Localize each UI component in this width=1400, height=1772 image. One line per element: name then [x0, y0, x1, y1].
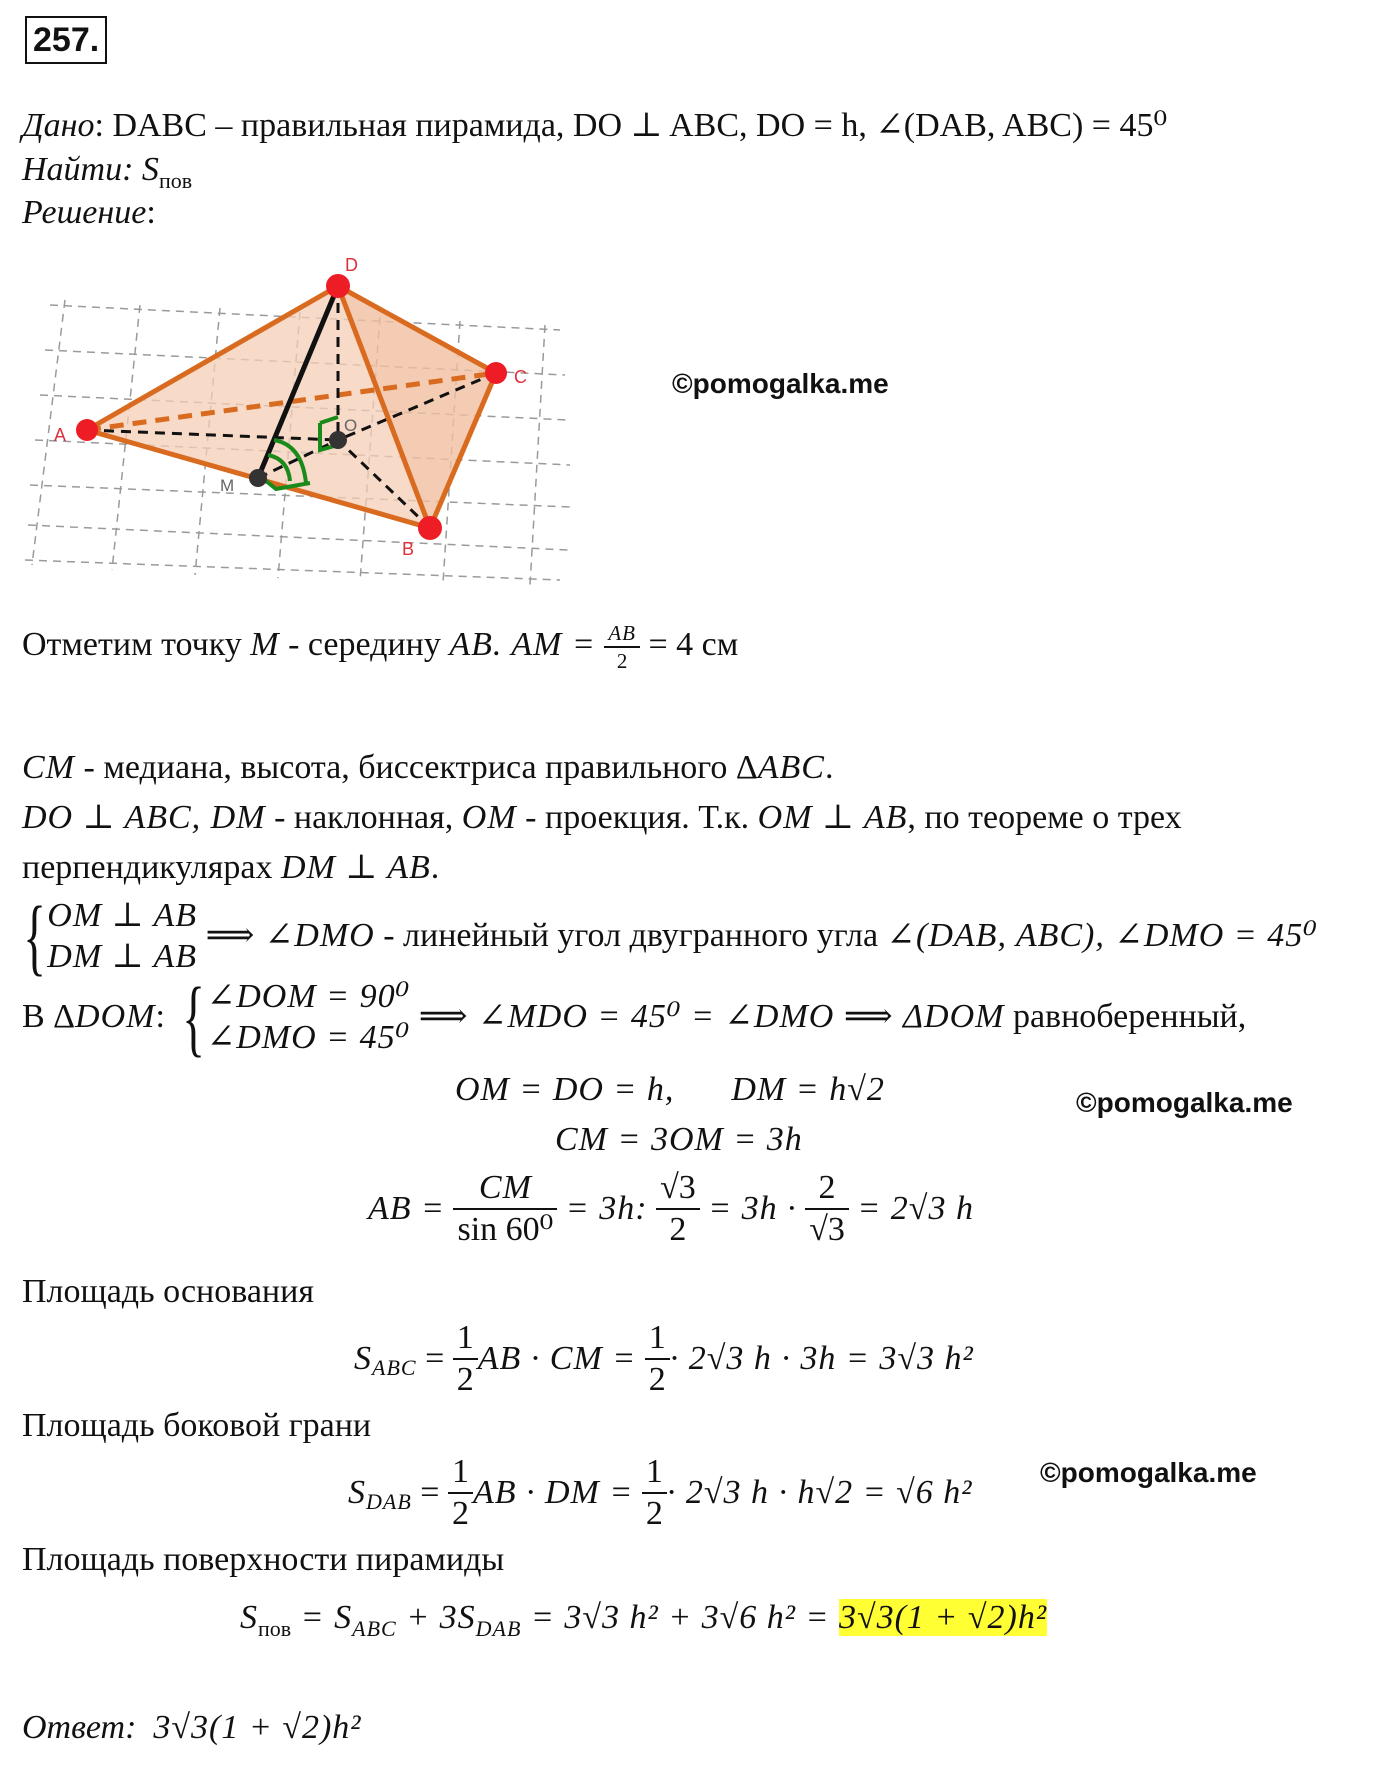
system-2: [22, 969, 1247, 1065]
eq5-sub: DAB: [366, 1488, 412, 1514]
frac-half-4: [642, 1452, 667, 1534]
sys2-bot: ∠DMO = 45⁰: [206, 1019, 411, 1056]
total-area-title: Площадь поверхности пирамиды: [22, 1541, 505, 1578]
line3-e: , по теореме о трех: [907, 799, 1182, 836]
vertex-b: [418, 516, 442, 540]
eq3-mid2: = 3h ·: [708, 1190, 797, 1227]
sys1-math: ∠(DAB, ABC), ∠DMO = 45⁰: [886, 917, 1318, 954]
sys2-top: ∠DOM = 90⁰: [206, 978, 411, 1015]
eq3-lhs: AB =: [368, 1190, 445, 1227]
sys2-colon: :: [155, 998, 165, 1035]
given-label: Дано: [22, 107, 95, 144]
find-label: Найти: [22, 151, 123, 188]
sys2-math: ⟹ ∠MDO = 45⁰ = ∠DMO ⟹ ΔDOM: [418, 998, 1005, 1035]
frac-num: AB: [604, 620, 640, 648]
line-3: [22, 798, 1182, 838]
label-m: M: [220, 476, 235, 495]
eq-ab: [368, 1168, 974, 1250]
label-c: C: [514, 367, 527, 387]
eq5-half-num-2: 1: [642, 1452, 667, 1494]
sys1-bot: DM ⊥ AB: [47, 938, 198, 975]
label-d: D: [345, 255, 358, 275]
eq3-num2: √3: [656, 1168, 700, 1210]
given-text: : DABC – правильная пирамида, DO ⊥ ABC, DO = h, ∠(DAB, ABC) = 45⁰: [94, 107, 1168, 144]
line1-b: - середину: [279, 625, 450, 663]
eq5-c: · 2√3 h · h√2 = √6 h²: [666, 1474, 973, 1511]
frac-sqrt3-2: [656, 1168, 700, 1250]
eq5-half-den-2: 2: [645, 1495, 663, 1532]
frac-ab-2: [604, 620, 640, 674]
eq4-lhs: S: [354, 1340, 372, 1377]
eq-om-do: OM = DO = h, DM = h√2: [455, 1071, 885, 1108]
line-2: [22, 748, 833, 788]
frac-cm-sin: [453, 1168, 557, 1250]
line1-ab: AB. AM =: [449, 625, 596, 663]
line3-b: - наклонная,: [265, 799, 462, 836]
eq3-den3: √3: [809, 1211, 845, 1248]
solution-colon: :: [146, 194, 156, 231]
eq3-den2: 2: [669, 1211, 687, 1248]
eq4-half-num: 1: [453, 1318, 478, 1360]
eq6-lhs: S: [240, 1599, 258, 1636]
line2-text: - медиана, высота, биссектриса правильного Δ: [75, 749, 758, 786]
system-1: [14, 888, 1318, 984]
eq4-c: · 2√3 h · 3h = 3√3 h²: [669, 1340, 974, 1377]
sys1-text: - линейный угол двугранного угла: [374, 917, 887, 954]
line4-c: .: [430, 849, 440, 886]
eq6-c: = 3√3 h² + 3√6 h² =: [521, 1599, 839, 1636]
eq-s-dab: [348, 1452, 972, 1534]
frac-half-2: [645, 1318, 670, 1400]
sys2-prefix: В Δ: [22, 998, 76, 1035]
base-area-title: Площадь основания: [22, 1273, 314, 1310]
vertex-a: [76, 419, 98, 441]
vertex-c: [485, 362, 507, 384]
eq4-a: =: [416, 1340, 445, 1377]
sys2-dom: DOM: [75, 998, 156, 1035]
sys2-text: равноберенный,: [1004, 998, 1247, 1035]
watermark-3: ©pomogalka.me: [1040, 1457, 1257, 1488]
line3-d: OM ⊥ AB: [757, 799, 908, 836]
pyramid-figure: [20, 245, 620, 595]
sys1-arrow: ⟹ ∠DMO: [205, 917, 375, 954]
eq5-half-den: 2: [451, 1495, 469, 1532]
line1-m: M: [250, 625, 280, 663]
line2-dot: .: [824, 749, 834, 786]
eq3-end: = 2√3 h: [857, 1190, 974, 1227]
eq-s-abc: [354, 1318, 974, 1400]
eq6-sub2: ABC: [352, 1615, 397, 1641]
eq6-b: + 3S: [396, 1599, 476, 1636]
eq3-den: sin 60⁰: [457, 1211, 554, 1248]
eq5-half-num: 1: [448, 1452, 473, 1494]
line3-om: OM: [461, 799, 517, 836]
brace-1: {: [23, 888, 46, 984]
label-a: A: [54, 425, 67, 445]
eq6-sub3: DAB: [475, 1615, 522, 1641]
given-line: [22, 106, 1167, 146]
eq5-a: =: [411, 1474, 440, 1511]
answer-colon: :: [125, 1709, 137, 1746]
eq6-a: = S: [291, 1599, 353, 1636]
eq3-mid: = 3h:: [565, 1190, 648, 1227]
system-2-lines: [207, 976, 411, 1058]
eq5-b: AB · DM =: [472, 1474, 634, 1511]
eq4-half-num-2: 1: [645, 1318, 670, 1360]
line2-abc: ABC: [757, 749, 825, 786]
eq4-sub: ABC: [372, 1354, 417, 1380]
eq3-num: CM: [453, 1168, 557, 1210]
frac-half-3: [448, 1452, 473, 1534]
find-text: : S: [122, 151, 159, 188]
final-result-highlight: 3√3(1 + √2)h²: [838, 1599, 1048, 1636]
answer-value: 3√3(1 + √2)h²: [153, 1709, 362, 1746]
line1-a: Отметим точку: [22, 625, 251, 663]
point-m: [249, 469, 267, 487]
line-1: [22, 620, 738, 674]
system-1-lines: [47, 895, 197, 977]
eq4-half-den-2: 2: [648, 1361, 666, 1398]
watermark-2: ©pomogalka.me: [1076, 1087, 1293, 1118]
eq6-sub: пов: [258, 1615, 292, 1641]
sys1-top: OM ⊥ AB: [47, 897, 198, 934]
frac-2-sqrt3: [805, 1168, 849, 1250]
solution-line: [22, 193, 156, 233]
eq5-lhs: S: [348, 1474, 366, 1511]
find-sub: пов: [158, 167, 193, 193]
side-area-title: Площадь боковой грани: [22, 1407, 372, 1444]
answer-label: Ответ: [22, 1709, 126, 1746]
answer-line: [22, 1708, 362, 1748]
eq-s-total: [240, 1598, 1047, 1649]
watermark-1: ©pomogalka.me: [672, 368, 889, 399]
label-b: B: [402, 539, 415, 559]
eq4-half-den: 2: [456, 1361, 474, 1398]
brace-2: {: [182, 969, 206, 1065]
eq4-b: AB · CM =: [477, 1340, 637, 1377]
eq-cm: CM = 3OM = 3h: [555, 1121, 803, 1158]
line3-a: DO ⊥ ABC, DM: [22, 799, 266, 836]
eq3-num3: 2: [805, 1168, 849, 1210]
line-4: [22, 848, 439, 888]
line4-b: DM ⊥ AB: [281, 849, 431, 886]
frac-den: 2: [616, 649, 628, 673]
line4-a: перпендикулярах: [22, 849, 282, 886]
vertex-d: [326, 274, 350, 298]
line3-c: - проекция. Т.к.: [516, 799, 758, 836]
problem-number: 257.: [25, 16, 107, 64]
solution-label: Решение: [22, 194, 147, 231]
label-o: O: [344, 416, 358, 435]
line2-cm: CM: [22, 749, 75, 786]
frac-half-1: [453, 1318, 478, 1400]
line1-c: = 4 см: [648, 625, 739, 663]
